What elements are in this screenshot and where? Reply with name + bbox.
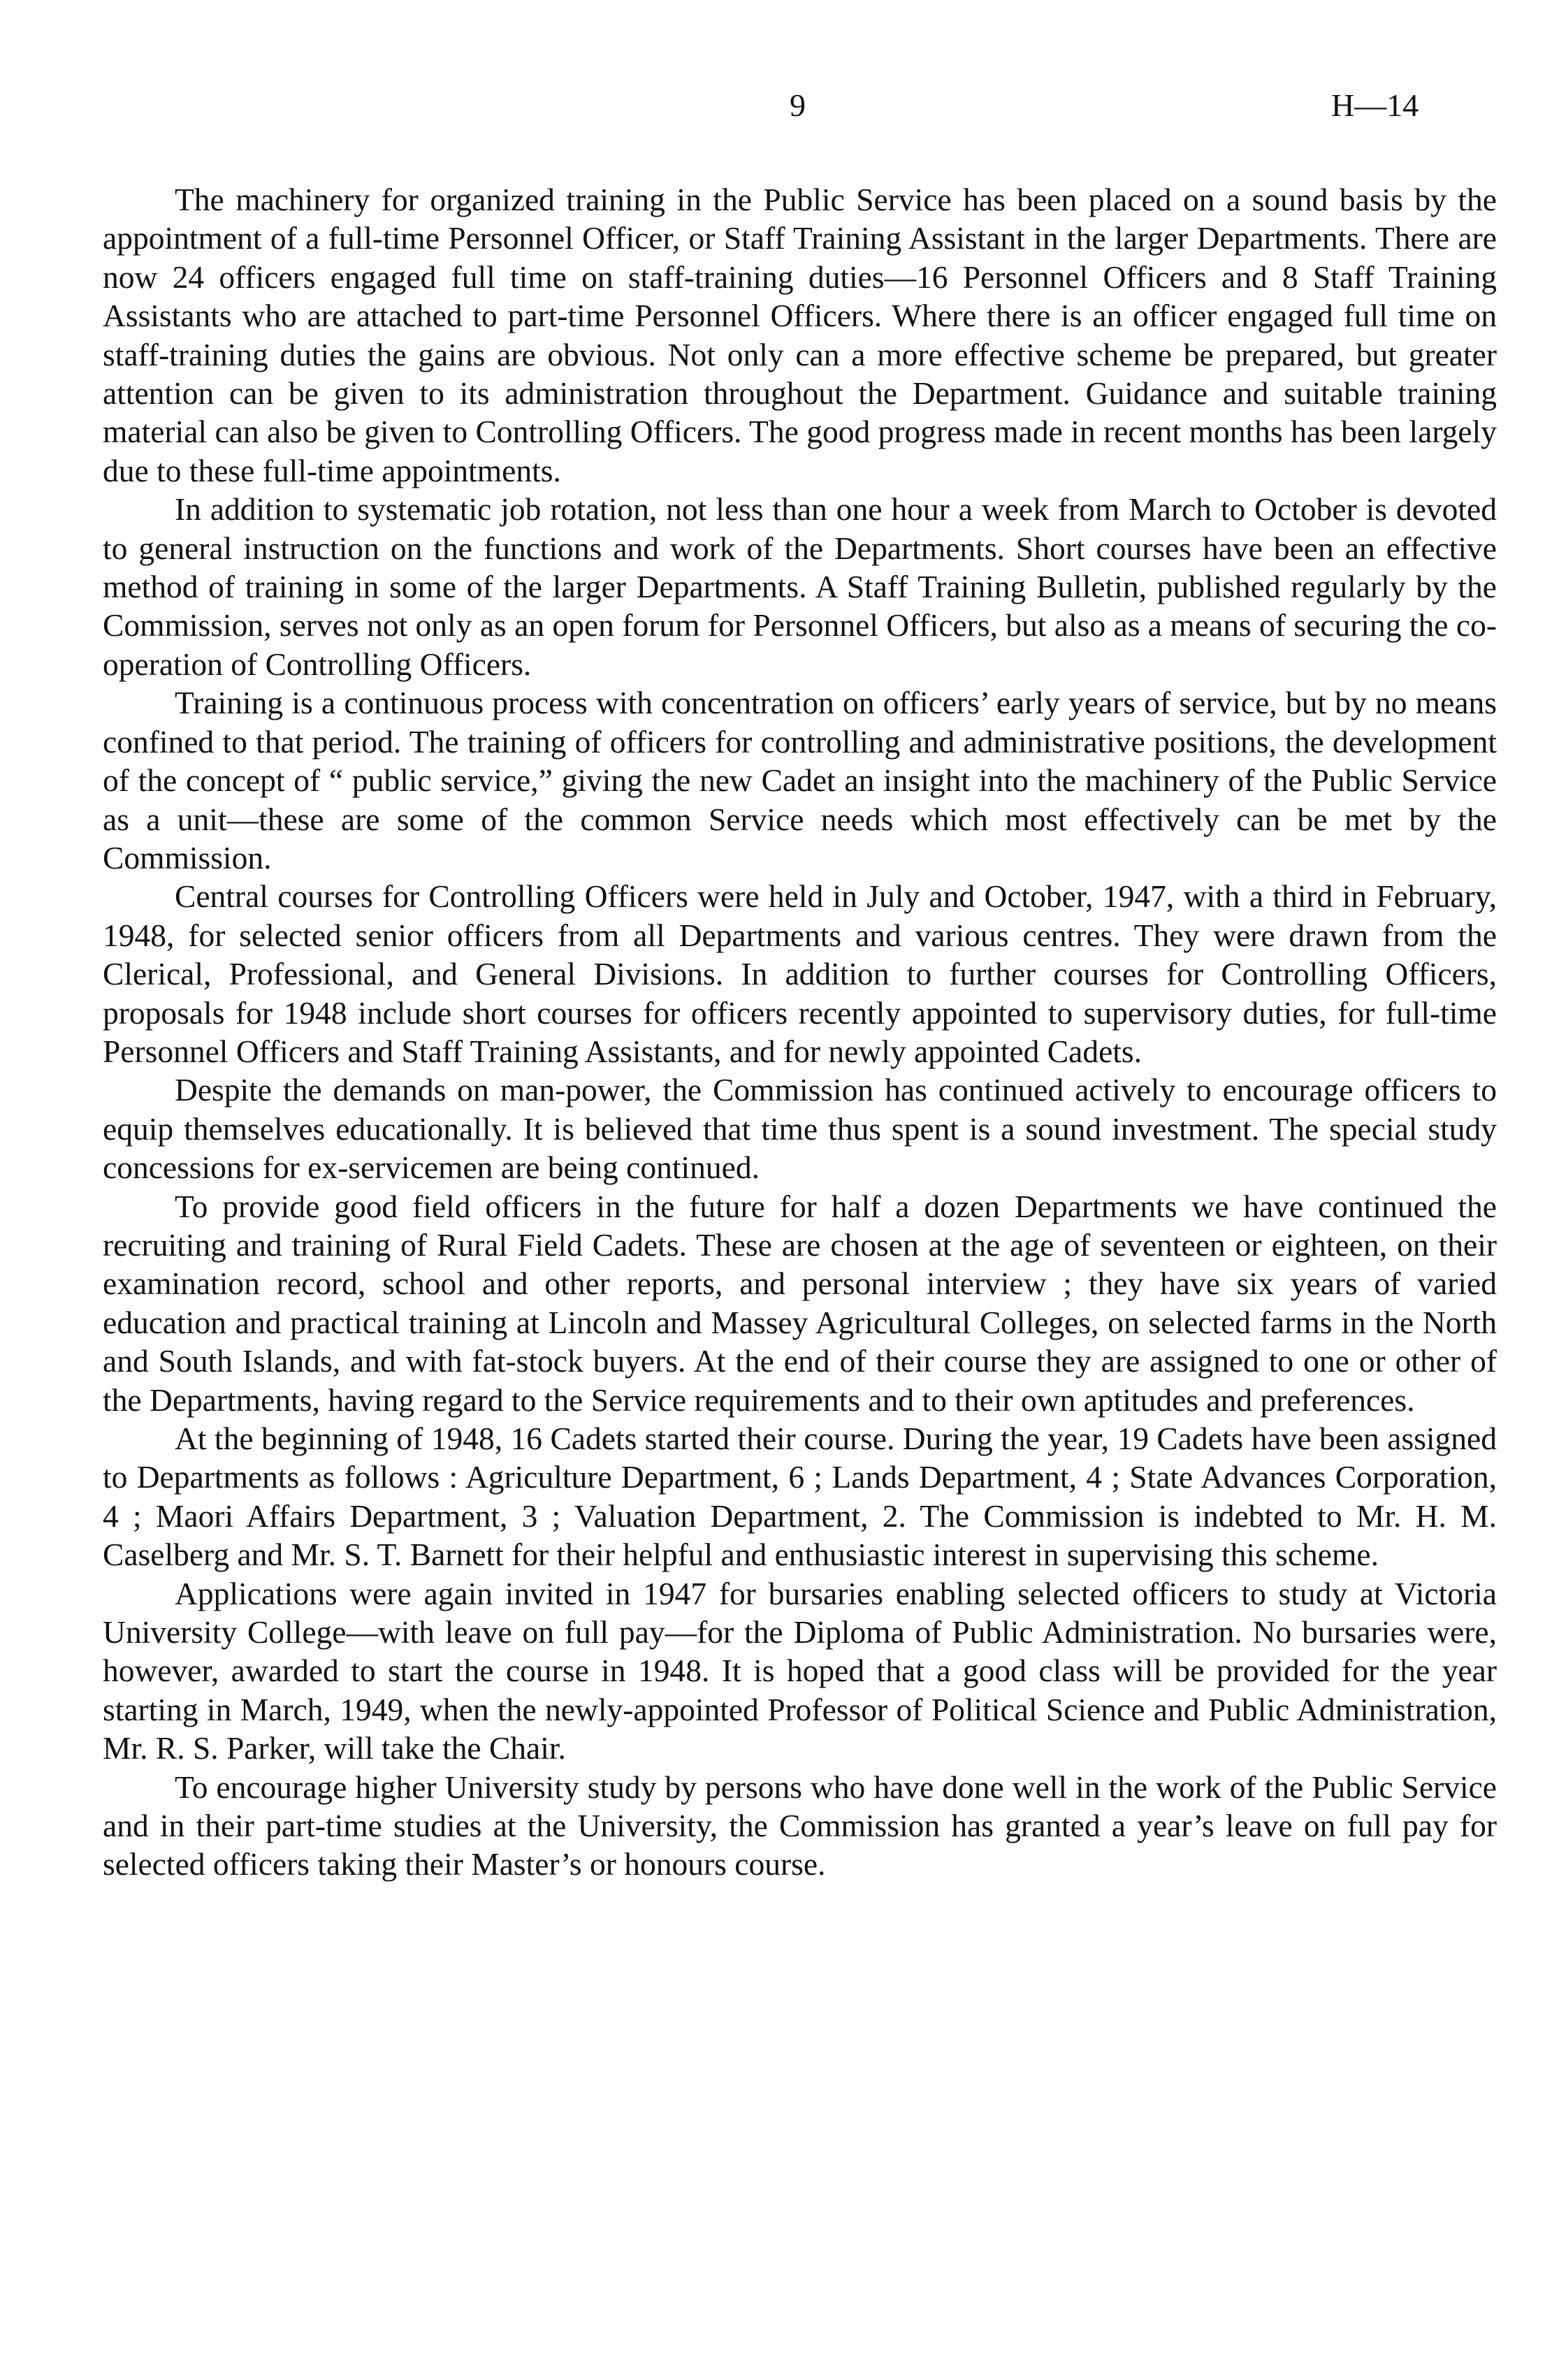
paragraph-education-concessions: Despite the demands on man-power, the Commission has continued actively to encourage officers to equip themselves educationally. It is believed that time thus spent is a sound investment. The special study concessions for ex-servicemen are being continued. [103,1072,1497,1186]
paragraph-cadet-assignments: At the beginning of 1948, 16 Cadets started their course. During the year, 19 Cadets have been assigned to Departments as follows : Agriculture Department, 6 ; Lands Department, 4 ; State Advances Corporation, 4 ; Maori Affairs Department, 3 ; Valuation Department, 2. The Commission is indebted to Mr. H. M. Caselberg and Mr. S. T. Barnett for their helpful and enthusiastic interest in supervising this scheme. [103,1421,1497,1573]
paragraph-continuous-training: Training is a continuous process with concentration on officers’ early years of service, but by no means confined to that period. The training of officers for controlling and administrative positions, the development of the concept of “ public service,” giving the new Cadet an insight into the machinery of the Public Service as a unit—these are some of the common Service needs which most effectively can be met by the Commission. [103,685,1497,876]
paragraph-job-rotation: In addition to systematic job rotation, not less than one hour a week from March to October is devoted to general instruction on the functions and work of the Departments. Short courses have been an effective method of training in some of the larger Departments. A Staff Training Bulletin, published regularly by the Commission, serves not only as an open forum for Personnel Officers, but also as a means of securing the co-operation of Controlling Officers. [103,491,1497,682]
paragraph-staff-training-machinery: The machinery for organized training in the Public Service has been placed on a sound basis by the appointment of a full-time Personnel Officer, or Staff Training Assistant in the larger Departments. There are now 24 officers engaged full time on staff-training duties—16 Personnel Officers and 8 Staff Training Assistants who are attached to part-time Personnel Officers. Where there is an officer engaged full time on staff-training duties the gains are obvious. Not only can a more effective scheme be prepared, but greater attention can be given to its administration throughout the Department. Guidance and suitable training material can also be given to Controlling Officers. The good progress made in recent months has been largely due to these full-time appointments. [103,182,1497,488]
page-number: 9 [790,87,806,123]
paragraph-bursaries: Applications were again invited in 1947 for bursaries enabling selected officers to study at Victoria University College—with leave on full pay—for the Diploma of Public Administration. No bursaries were, however, awarded to start the course in 1948. It is hoped that a good class will be provided for the year starting in March, 1949, when the newly-appointed Professor of Political Science and Public Administration, Mr. R. S. Parker, will take the Chair. [103,1575,1497,1766]
body-text [103,180,1497,1884]
paragraph-rural-field-cadets: To provide good field officers in the future for half a dozen Departments we have continued the recruiting and training of Rural Field Cadets. These are chosen at the age of seventeen or eighteen, on their examination record, school and other reports, and personal interview ; they have six years of varied education and practical training at Lincoln and Massey Agricultural Colleges, on selected farms in the North and South Islands, and with fat-stock buyers. At the end of their course they are assigned to one or other of the Departments, having regard to the Service requirements and to their own aptitudes and preferences. [103,1188,1497,1418]
document-reference: H—14 [1331,87,1419,123]
paragraph-central-courses: Central courses for Controlling Officers were held in July and October, 1947, with a third in February, 1948, for selected senior officers from all Departments and various centres. They were drawn from the Clerical, Professional, and General Divisions. In addition to further courses for Controlling Officers, proposals for 1948 include short courses for officers recently appointed to supervisory duties, for full-time Personnel Officers and Staff Training Assistants, and for newly appointed Cadets. [103,878,1497,1069]
paragraph-university-study-leave: To encourage higher University study by persons who have done well in the work of the Public Service and in their part-time studies at the University, the Commission has granted a year’s leave on full pay for selected officers taking their Master’s or honours course. [103,1769,1497,1882]
